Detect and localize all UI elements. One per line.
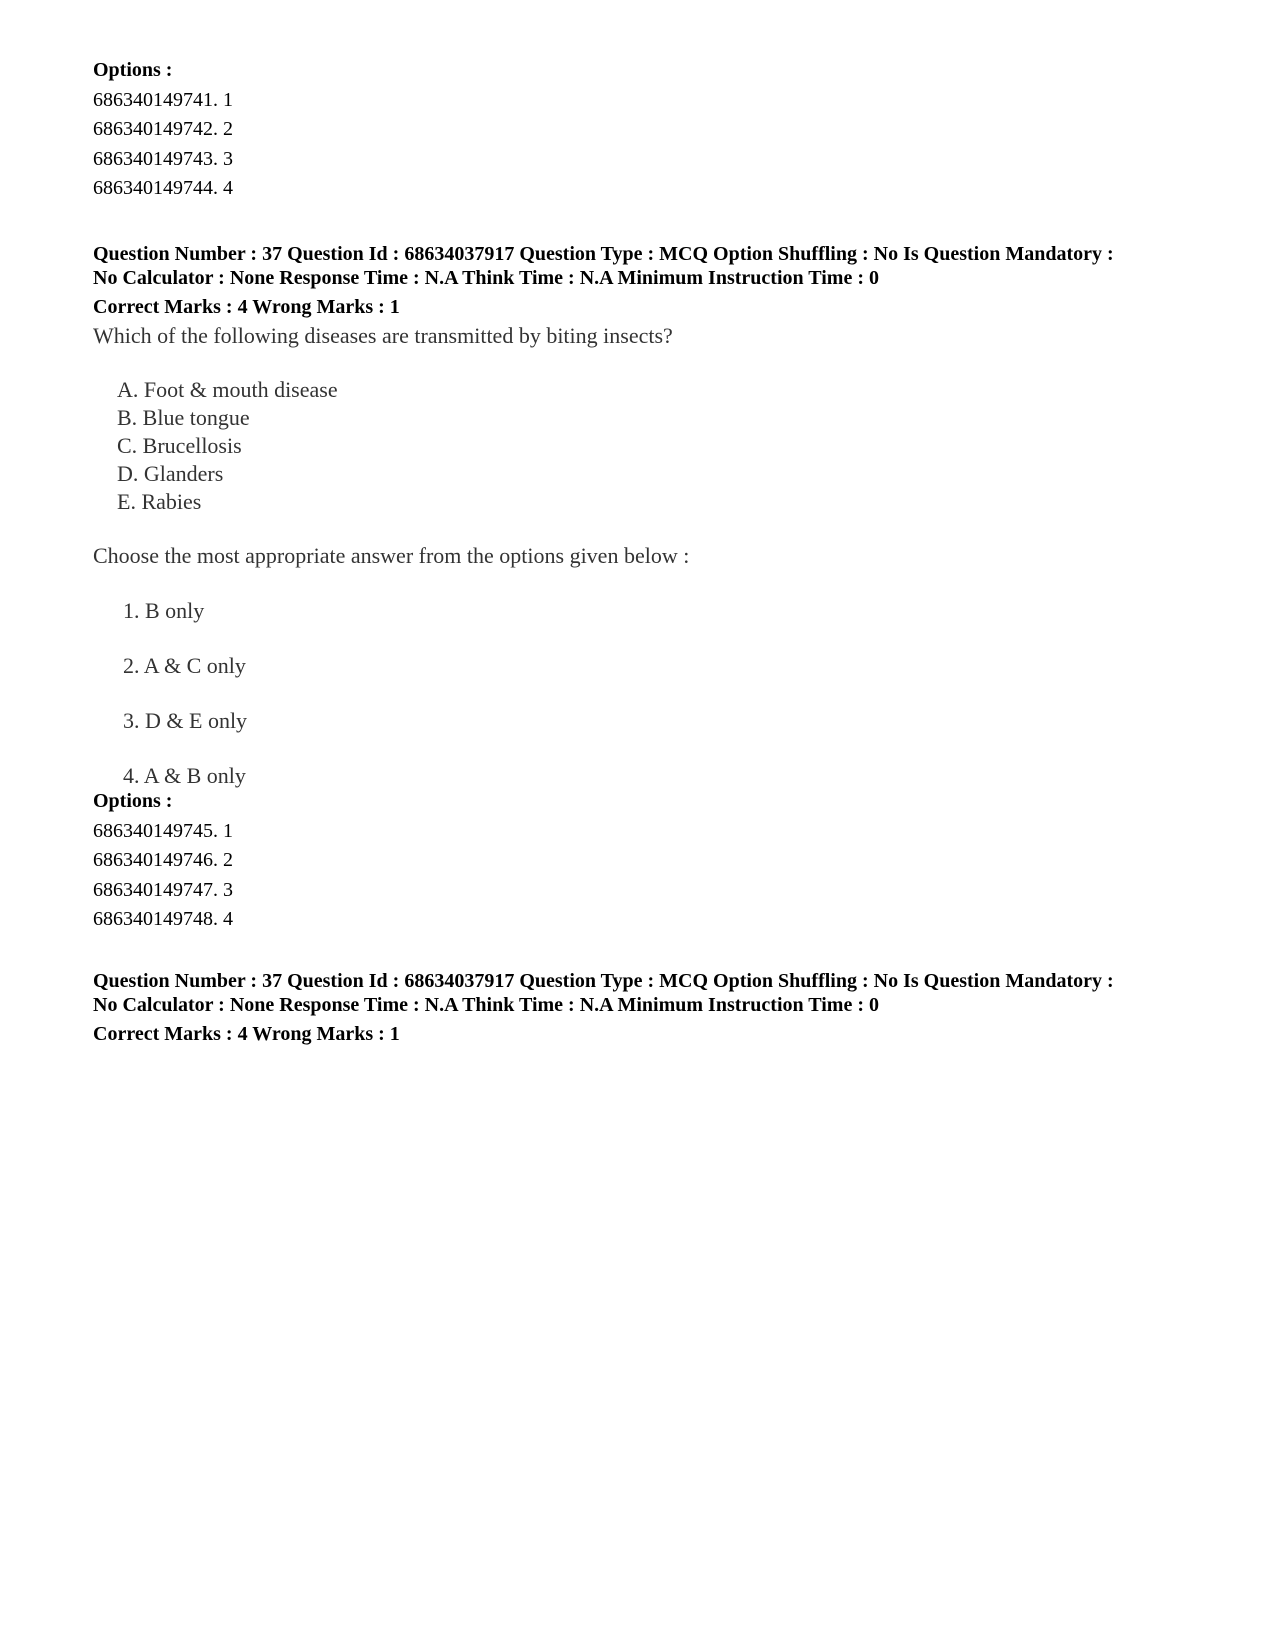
choice-2: 2. A & C only: [123, 653, 246, 678]
choice-1: 1. B only: [123, 598, 205, 623]
question-text: Which of the following diseases are transmitted by biting insects?: [93, 323, 673, 348]
option-id-1: 686340149741. 1: [93, 88, 233, 111]
question-meta-line-2: No Calculator : None Response Time : N.A Think Time : N.A Minimum Instruction Time : 0: [93, 267, 879, 289]
next-question-meta: [93, 969, 1114, 1046]
statement-list: [117, 376, 338, 516]
choice-3: 3. D & E only: [123, 708, 248, 733]
choice-list: [123, 597, 247, 817]
option-id-3: 686340149747. 3: [93, 878, 233, 901]
question-meta: [93, 242, 1114, 319]
question-options: [93, 787, 233, 935]
statement-a: A. Foot & mouth disease: [117, 377, 338, 402]
question-meta-line-2: No Calculator : None Response Time : N.A Think Time : N.A Minimum Instruction Time : 0: [93, 994, 879, 1016]
answer-instruction: Choose the most appropriate answer from the options given below :: [93, 543, 690, 568]
option-id-2: 686340149746. 2: [93, 849, 233, 871]
option-id-4: 686340149744. 4: [93, 177, 233, 199]
question-meta-line-1: Question Number : 37 Question Id : 68634037917 Question Type : MCQ Option Shuffling : No Is Question Mandatory :: [93, 970, 1114, 992]
question-marks: Correct Marks : 4 Wrong Marks : 1: [93, 296, 400, 318]
question-meta-line-1: Question Number : 37 Question Id : 68634037917 Question Type : MCQ Option Shuffling : No Is Question Mandatory :: [93, 243, 1114, 265]
option-id-3: 686340149743. 3: [93, 147, 233, 170]
option-id-4: 686340149748. 4: [93, 908, 233, 930]
options-label: Options :: [93, 790, 173, 812]
option-id-1: 686340149745. 1: [93, 819, 233, 842]
choice-4: 4. A & B only: [123, 763, 246, 788]
statement-b: B. Blue tongue: [117, 405, 250, 430]
question-marks: Correct Marks : 4 Wrong Marks : 1: [93, 1023, 400, 1045]
options-label: Options :: [93, 59, 173, 81]
statement-c: C. Brucellosis: [117, 433, 242, 458]
option-id-2: 686340149742. 2: [93, 118, 233, 140]
statement-e: E. Rabies: [117, 489, 202, 514]
previous-options: [93, 56, 233, 204]
statement-d: D. Glanders: [117, 461, 224, 486]
